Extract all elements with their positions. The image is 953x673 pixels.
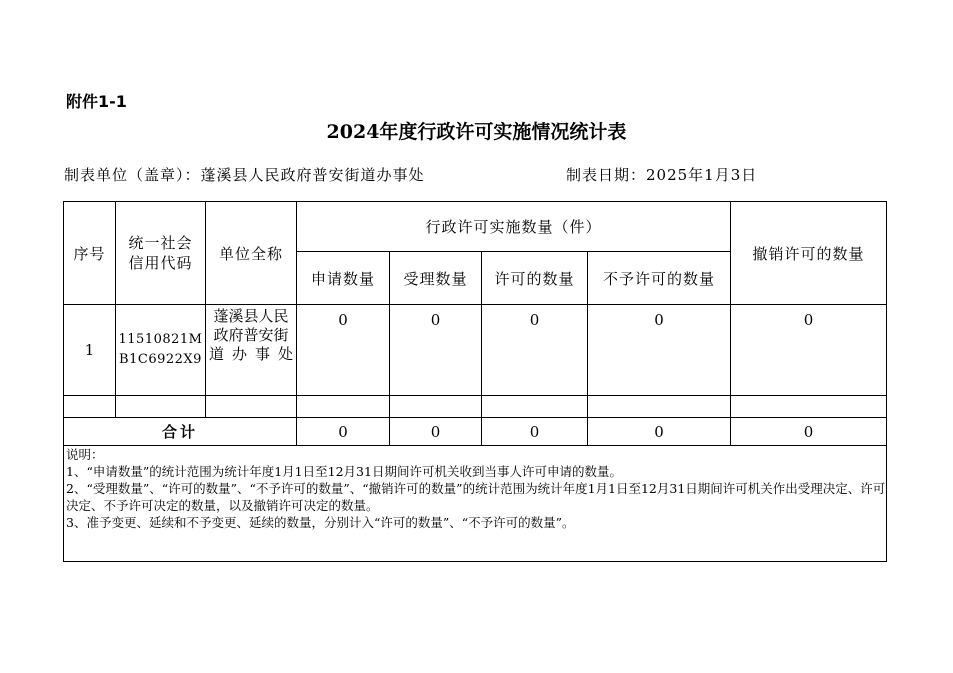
header-impl-group: 行政许可实施数量（件）: [297, 202, 731, 252]
row-accept: 0: [390, 305, 482, 396]
row-revoke: 0: [731, 305, 887, 396]
attachment-label: 附件1-1: [66, 92, 127, 111]
total-accept: 0: [390, 418, 482, 446]
row-code-line2: B1C6922X9: [119, 352, 202, 367]
header-code: 统一社会信用代码: [116, 202, 206, 305]
notes-heading: 说明：: [66, 447, 104, 462]
total-revoke: 0: [731, 418, 887, 446]
total-row: [64, 418, 887, 446]
header-apply: 申请数量: [297, 252, 390, 305]
note-item-2: 2、“受理数量”、“许可的数量”、“不予许可的数量”、“撤销许可的数量”的统计范围为统计年度1月1日至12月31日期间许可机关作出受理决定、许可决定、不予许可决定的数量，以及撤销许可决定的数量。: [66, 481, 886, 513]
note-item-3: 3、准予变更、延续和不予变更、延续的数量，分别计入“许可的数量”、“不予许可的数量”。: [66, 515, 575, 530]
total-label: 合计: [64, 418, 297, 446]
header-seq: 序号: [64, 202, 116, 305]
row-apply: 0: [297, 305, 390, 396]
notes: [64, 446, 887, 562]
total-deny: 0: [588, 418, 731, 446]
empty-row: [64, 396, 887, 418]
header-accept: 受理数量: [390, 252, 482, 305]
row-permit: 0: [482, 305, 588, 396]
header-revoke: 撤销许可的数量: [731, 202, 887, 305]
total-permit: 0: [482, 418, 588, 446]
note-item-1: 1、“申请数量”的统计范围为统计年度1月1日至12月31日期间许可机关收到当事人许可申请的数量。: [66, 464, 622, 479]
table-row: [64, 305, 887, 396]
total-apply: 0: [297, 418, 390, 446]
row-code: [116, 305, 206, 396]
statistics-table: [63, 201, 887, 562]
row-seq: 1: [64, 305, 116, 396]
unit-line: 制表单位（盖章）：蓬溪县人民政府普安街道办事处: [64, 166, 425, 184]
row-deny: 0: [588, 305, 731, 396]
header-deny: 不予许可的数量: [588, 252, 731, 305]
header-permit: 许可的数量: [482, 252, 588, 305]
row-code-line1: 11510821M: [118, 332, 203, 347]
header-unit: 单位全称: [206, 202, 297, 305]
page-title: 2024年度行政许可实施情况统计表: [326, 121, 627, 143]
date-line: 制表日期：2025年1月3日: [566, 166, 758, 184]
row-unit: 蓬溪县人民政府普安街道办事处: [206, 305, 297, 396]
